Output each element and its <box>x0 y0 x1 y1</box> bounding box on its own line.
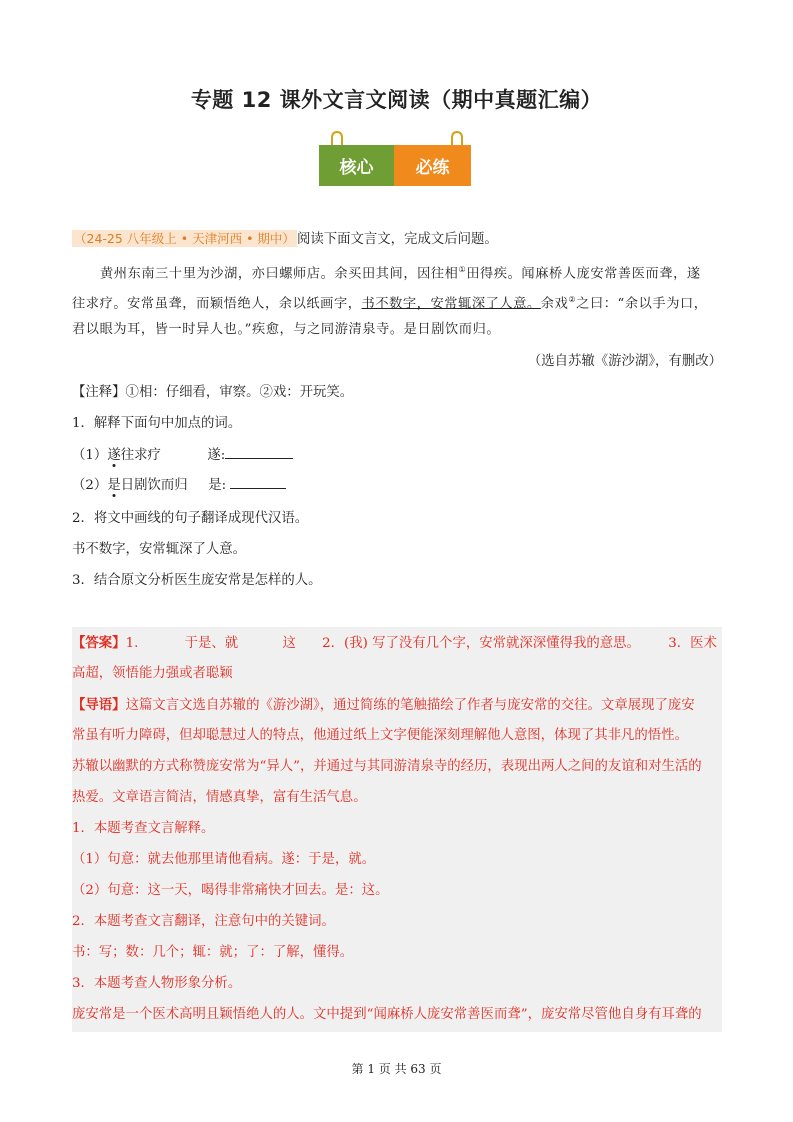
section-badge <box>319 145 471 186</box>
guide-line: 热爱。文章语言简洁，情感真挚，富有生活气息。 <box>72 790 367 805</box>
guide-label: 【导语】 <box>72 697 126 713</box>
guide-text: 这篇文言文选自苏辙的《游沙湖》，通过简练的笔触描绘了作者与庞安常的交往。文章展现了庞安 <box>125 698 695 713</box>
answer-label: 【答案】 <box>72 635 126 651</box>
dotted-word: 遂 <box>107 448 121 463</box>
footnote-mark: ② <box>568 295 577 304</box>
answer-text: 1. <box>125 636 139 651</box>
passage-line <box>100 260 722 284</box>
page-footer: 第 1 页 共 63 页 <box>351 1062 442 1076</box>
footnote-mark: ① <box>458 265 467 274</box>
question-2-sentence: 书不数字，安常辄深了人意。 <box>72 542 247 557</box>
question-1: 1．解释下面句中加点的词。 <box>72 416 242 431</box>
passage-text: 田得疾。闻麻桥人庞安常善医而聋，遂 <box>466 266 701 282</box>
explain-line: 书：写；数：几个；辄：就；了：了解，懂得。 <box>72 945 354 960</box>
explain-line: （1）句意：就去他那里请他看病。遂：于是，就。 <box>72 852 376 867</box>
dotted-word: 是 <box>107 478 121 493</box>
item-label: 是: <box>208 478 227 493</box>
passage-text: 黄州东南三十里为沙湖，亦曰螺师店。余买田其间，因往相 <box>100 266 459 282</box>
passage-text: 余戏 <box>540 296 569 312</box>
instruction-text: 阅读下面文言文，完成文后问题。 <box>296 232 498 247</box>
guide-line <box>72 695 722 716</box>
source-tag: （24-25 八年级上 • 天津河西 • 期中） <box>74 231 295 246</box>
passage-line: 君以眼为耳，皆一时异人也。”疾愈，与之同游清泉寺。是日剧饮而归。 <box>72 322 501 337</box>
answer-text: 于是、就 <box>184 636 239 651</box>
underlined-sentence: 书不数字，安常辄深了人意。 <box>361 296 541 312</box>
explain-line: 2．本题考查文言翻译，注意句中的关键词。 <box>72 914 335 929</box>
passage-line <box>72 290 722 314</box>
item-label: 遂: <box>207 448 226 463</box>
badge-right: 必练 <box>394 145 471 186</box>
guide-line: 苏辙以幽默的方式称赞庞安常为“异人”，并通过与其同游清泉寺的经历，表现出两人之间的友谊和对生活的 <box>72 759 702 774</box>
question-1-item-2 <box>72 474 722 496</box>
badge-left: 核心 <box>319 145 394 186</box>
item-number: （1） <box>72 448 108 463</box>
answer-line <box>72 633 722 654</box>
explain-line: 3．本题考查人物形象分析。 <box>72 976 242 991</box>
item-text: 往求疗 <box>120 448 161 463</box>
guide-line: 常虽有听力障碍，但却聪慧过人的特点，他通过纸上文字便能深刻理解他人意图，体现了其非凡的悟性。 <box>72 728 688 743</box>
answer-blank[interactable] <box>230 474 286 489</box>
question-2: 2．将文中画线的句子翻译成现代汉语。 <box>72 511 309 526</box>
answer-blank[interactable] <box>225 444 293 459</box>
notes: 【注释】①相：仔细看，审察。②戏：开玩笑。 <box>72 385 354 400</box>
answer-text: 2．(我) 写了没有几个字，安常就深深懂得我的意思。 <box>322 636 640 651</box>
explain-line: 1．本题考查文言解释。 <box>72 821 215 836</box>
answer-text: 这 <box>282 636 296 651</box>
item-number: （2） <box>72 478 108 493</box>
explain-line: 庞安常是一个医术高明且颖悟绝人的人。文中提到“闻麻桥人庞安常善医而聋”，庞安常尽管他自身有耳聋的 <box>72 1007 702 1022</box>
answer-text: 3．医术 <box>668 636 717 651</box>
passage-text: 之曰：“余以手为口， <box>576 296 708 312</box>
page-title: 专题 12 课外文言文阅读（期中真题汇编） <box>190 88 603 112</box>
answer-line: 高超，领悟能力强或者聪颖 <box>72 666 233 681</box>
explain-line: （2）句意：这一天，喝得非常痛快才回去。是：这。 <box>72 883 389 898</box>
question-3: 3．结合原文分析医生庞安常是怎样的人。 <box>72 573 322 588</box>
citation: （选自苏辙《游沙湖》，有删改） <box>527 354 722 369</box>
question-1-item-1 <box>72 444 722 466</box>
item-text: 日剧饮而归 <box>120 478 188 493</box>
question-intro <box>72 229 722 250</box>
passage-text: 往求疗。安常虽聋，而颖悟绝人，余以纸画字， <box>72 296 362 312</box>
